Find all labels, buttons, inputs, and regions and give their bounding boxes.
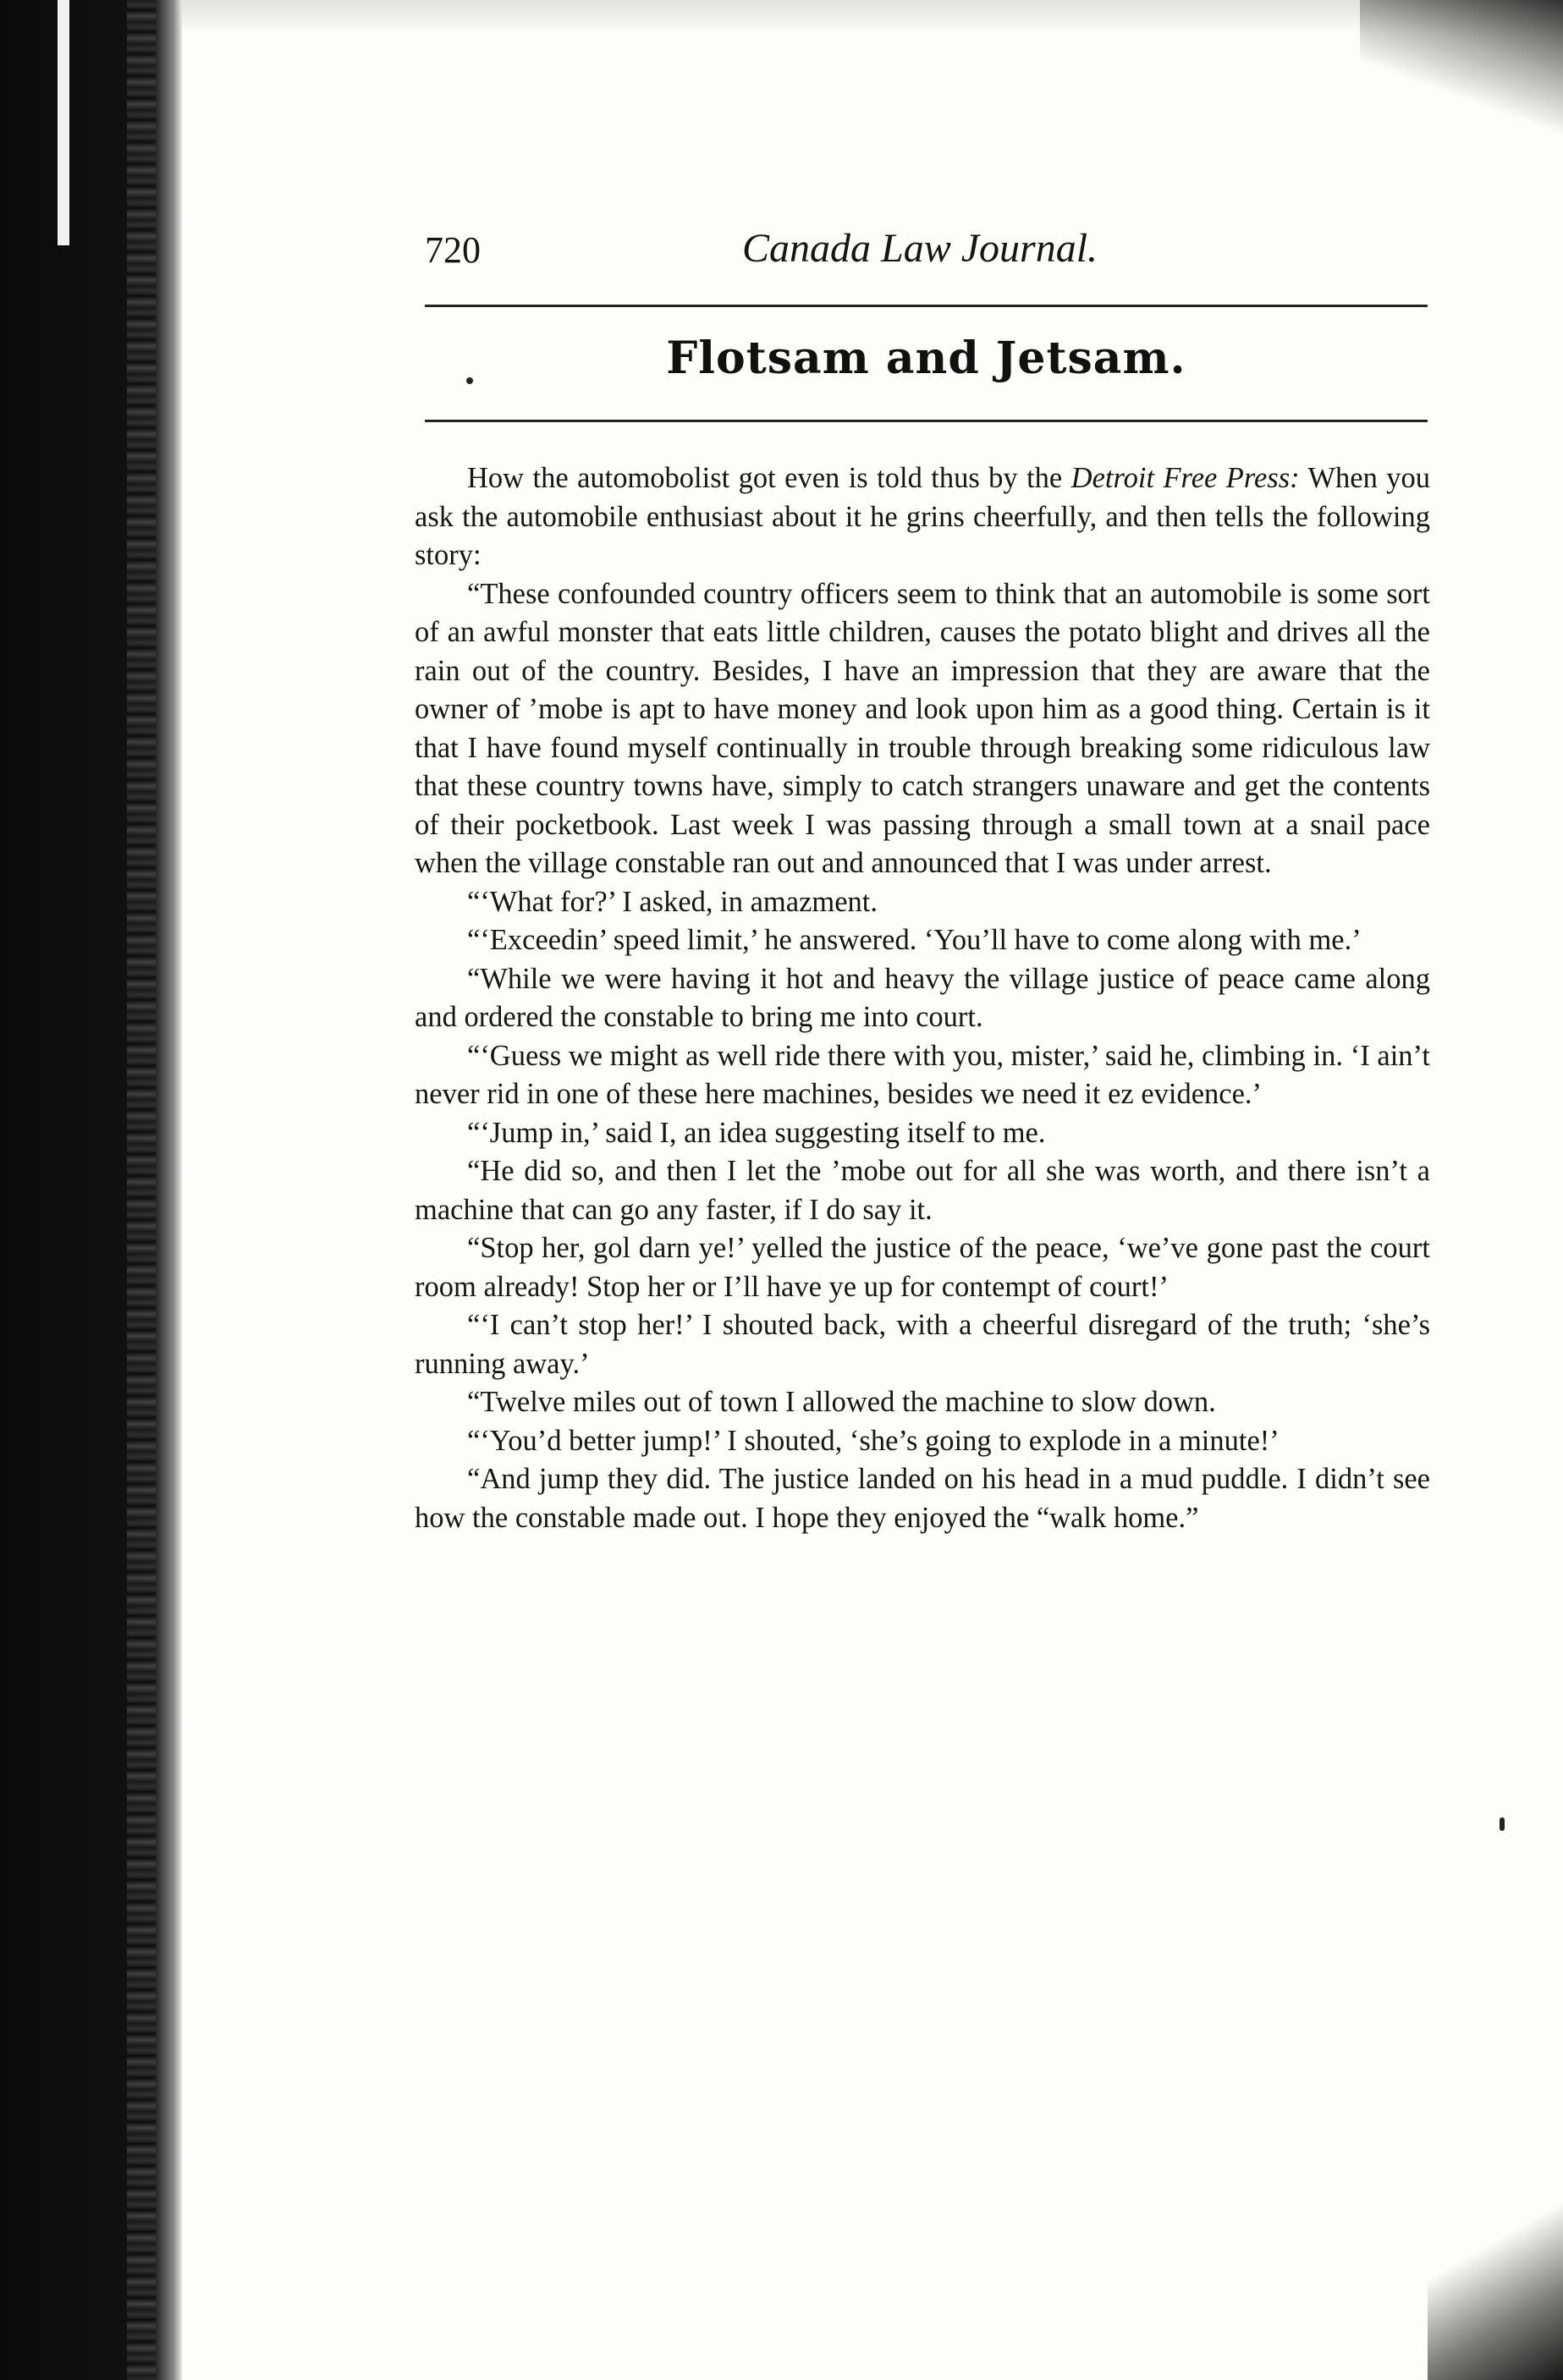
print-speck-right bbox=[1500, 1817, 1505, 1831]
top-scan-shadow bbox=[182, 0, 1563, 34]
paragraph-11: “Twelve miles out of town I allowed the machine to slow down. bbox=[467, 1386, 1216, 1418]
bottom-right-scan-shadow bbox=[1428, 2160, 1563, 2380]
paragraph-7: “‘Jump in,’ said I, an idea suggesting itself to me. bbox=[467, 1116, 1046, 1149]
top-right-scan-shadow bbox=[1360, 0, 1563, 152]
section-title: Flotsam and Jetsam. bbox=[666, 333, 1186, 384]
header-rule bbox=[425, 305, 1428, 307]
paragraph-2: “These confounded country officers seem to think that an automobile is some sort of an awful monster that eats little children, causes the potato blight and drives all the rain out of the country. Besides, I have an impression that they are aware that the owner of ’mobe is apt to have money and look upon him as a good thing. Certain is it that I have found myself continually in trouble through breaking some ridiculous law that these country towns have, simply to catch strangers unaware and get the contents of their pocketbook. Last week I was passing through a small town at a snail pace when the village constable ran out and announced that I was under arrest. bbox=[415, 577, 1430, 879]
paragraph-13: “And jump they did. The justice landed on his head in a mud puddle. I didn’t see how the constable made out. I hope they enjoyed the “walk home.” bbox=[415, 1463, 1430, 1534]
paragraph-12: “‘You’d better jump!’ I shouted, ‘she’s going to explode in a minute!’ bbox=[467, 1424, 1280, 1457]
journal-title: Canada Law Journal. bbox=[742, 226, 1098, 271]
article-body bbox=[415, 459, 1430, 1537]
paragraph-8: “He did so, and then I let the ’mobe out for all she was worth, and there isn’t a machine that can go any faster, if I do say it. bbox=[415, 1155, 1430, 1226]
paragraph-3: “‘What for?’ I asked, in amazment. bbox=[467, 885, 878, 918]
paragraph-1: When you ask the automobile enthusiast about it he grins cheerfully, and then tells the following story: bbox=[415, 462, 1430, 571]
source-citation: Detroit Free Press: bbox=[1070, 462, 1300, 494]
running-header bbox=[425, 222, 1428, 289]
paragraph-10: “‘I can’t stop her!’ I shouted back, with a cheerful disregard of the truth; ‘she’s running away.’ bbox=[415, 1309, 1430, 1380]
intro-text: How the automobolist got even is told thus by the bbox=[467, 462, 1063, 494]
paragraph-5: “While we were having it hot and heavy the village justice of peace came along and ordered the constable to bring me into court. bbox=[415, 962, 1430, 1033]
paragraph-4: “‘Exceedin’ speed limit,’ he answered. ‘You’ll have to come along with me.’ bbox=[467, 924, 1362, 956]
page-number: 720 bbox=[425, 229, 481, 271]
article-intro bbox=[415, 459, 1430, 575]
paragraph-9: “Stop her, gol darn ye!’ yelled the justice of the peace, ‘we’ve gone past the court room already! Stop her or I’ll have ye up for contempt of court!’ bbox=[415, 1232, 1430, 1303]
binding-highlight bbox=[58, 0, 69, 245]
paragraph-6: “‘Guess we might as well ride there with you, mister,’ said he, climbing in. ‘I ain’t never rid in one of these here machines, besides we need it ez evidence.’ bbox=[415, 1039, 1430, 1110]
section-rule bbox=[425, 420, 1428, 422]
binding-texture bbox=[127, 0, 156, 2380]
